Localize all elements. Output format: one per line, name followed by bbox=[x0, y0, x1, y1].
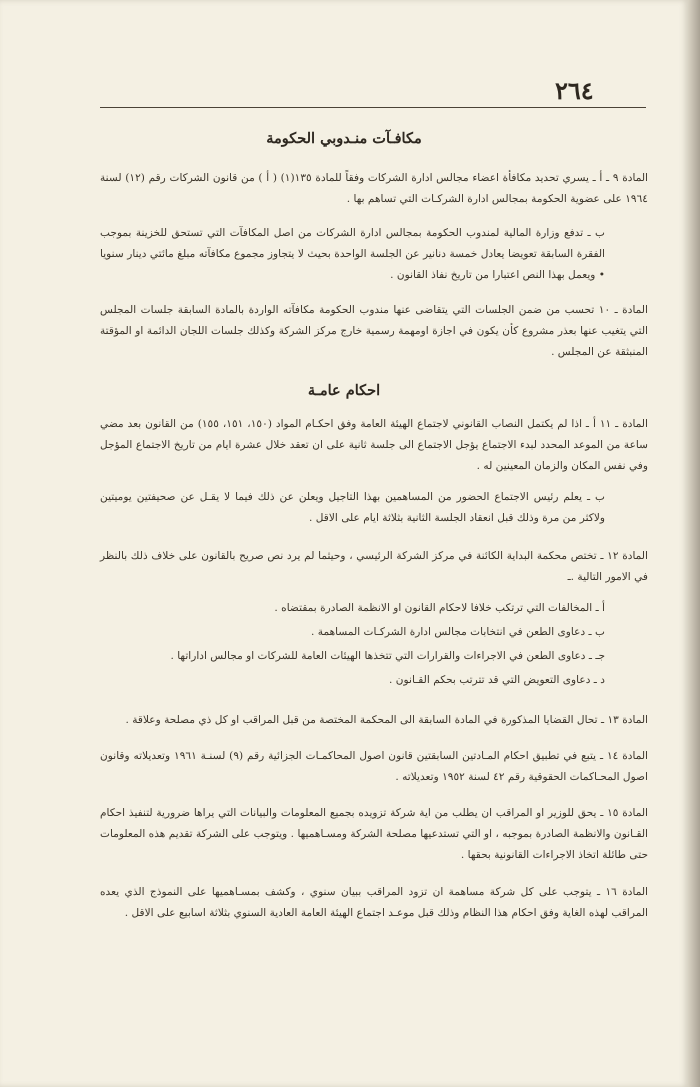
header-rule bbox=[100, 107, 646, 108]
article-12-item-a: أ ـ المخالفات التي ترتكب خلافا لاحكام القانون او الانظمة الصادرة بمقتضاه . bbox=[274, 602, 605, 614]
article-9-a: المادة ٩ ـ أ ـ يسري تحديد مكافأة اعضاء مجالس ادارة الشركات وفقاً للمادة ١٣٥(١) ( أ ) من قانون الشركات رقم (١٢) لسنة ١٩٦٤ على عضوية الحكومة بمجالس ادارة الشركـات التي تساهم بها . bbox=[100, 172, 648, 205]
article-12-item-b: ب ـ دعاوى الطعن في انتخابات مجالس ادارة الشركـات المساهمة . bbox=[311, 626, 605, 638]
article-12-item-d: د ـ دعاوى التعويض التي قد تترتب بحكم القـانون . bbox=[389, 674, 605, 686]
article-14: المادة ١٤ ـ يتبع في تطبيق احكام المـادتين السابقتين قانون اصول المحاكمـات الجزائية رقم (٩) لسنـة ١٩٦١ وتعديلاته وقانون اصول المحـاكمات الحقوقية رقم ٤٢ لسنة ١٩٥٢ وتعديلاته . bbox=[100, 750, 648, 783]
article-16: المادة ١٦ ـ يتوجب على كل شركة مساهمة ان تزود المراقب ببيان سنوي ، وكشف بمسـاهميها على النموذج الذي يعده المراقب لهذه الغاية وفق احكام هذا النظام وذلك قبل موعـد اجتماع الهيئة العامة العادية السنوي بثلاثة اسابيع على الاقل . bbox=[100, 886, 648, 919]
article-11-a: المادة ـ ١١ أ ـ اذا لم يكتمل النصاب القانوني لاجتماع الهيئة العامة وفق احكـام المواد (١٥٠، ١٥١، ١٥٥) من القانون بعد مضي ساعة من الموعد المحدد لبدء الاجتماع يؤجل الاجتماع الى جلسة ثانية على ان تعقد خلال عشرة ايام من تاريخ الاجتماع المؤجل وفي نفس المكان والزمان المعينين له . bbox=[100, 418, 648, 472]
article-9-b: ب ـ تدفع وزارة المالية لمندوب الحكومة بمجالس ادارة الشركات من اصل المكافآت التي تستحق للخزينة بموجب الفقرة السابقة تعويضا يعادل خمسة دنانير عن الجلسة الواحدة بحيث لا يتجاوز مجموع مكافآته مبلغ مائتي دينار سنويا • ويعمل بهذا النص اعتبارا من تاريخ نفاذ القانون . bbox=[100, 227, 605, 281]
article-13: المادة ١٣ ـ تحال القضايا المذكورة في المادة السابقة الى المحكمة المختصة من قبل المراقب او كل ذي مصلحة وعلاقة . bbox=[125, 714, 648, 726]
article-15: المادة ١٥ ـ يحق للوزير او المراقب ان يطلب من اية شركة تزويده بجميع المعلومات والبيانات التي يراها ضرورية لتنفيذ احكام القـانون والانظمة الصادرة بموجبه ، او التي تستدعيها مصلحة الشركة ومسـاهميها . ويتوجب على الشركة تقديم هذه المعلومات حتى طائلة اتخاذ الاجراءات القانونية بحقها . bbox=[100, 807, 648, 861]
page-number: ٢٦٤ bbox=[555, 76, 594, 105]
section-heading-general: احكام عامـة bbox=[307, 382, 381, 399]
article-12: المادة ١٢ ـ تختص محكمة البداية الكائنة في مركز الشركة الرئيسي ، وحيثما لم يرد نص صريح بالقانون على خلاف ذلك بالنظر في الامور التالية .ـ bbox=[100, 550, 648, 583]
article-12-item-c: جـ ـ دعاوى الطعن في الاجراءات والقرارات التي تتخذها الهيئات العامة للشركات او مجالس اداراتها . bbox=[170, 650, 605, 662]
article-11-b: ب ـ يعلم رئيس الاجتماع الحضور من المساهمين بهذا التاجيل ويعلن عن ذلك فيما لا يقـل عن صحيفتين يوميتين ولاكثر من مرة وذلك قبل انعقاد الجلسة الثانية بثلاثة ايام على الاقل . bbox=[100, 491, 605, 524]
section-heading-remuneration: مكافـآت منـدوبي الحكومة bbox=[266, 130, 422, 147]
article-10: المادة ـ ١٠ تحسب من ضمن الجلسات التي يتقاضى عنها مندوب الحكومة مكافآته الواردة بالمادة السابقة جلسات المجلس التي يتغيب عنها بعذر مشروع كأن يكون في اجازة اومهمة رسمية خارج مركز الشركة وكذلك جلسات اللجان الدائمة او المؤقتة المنبثقة عن المجلس . bbox=[100, 304, 648, 358]
page-edge bbox=[688, 0, 700, 1087]
